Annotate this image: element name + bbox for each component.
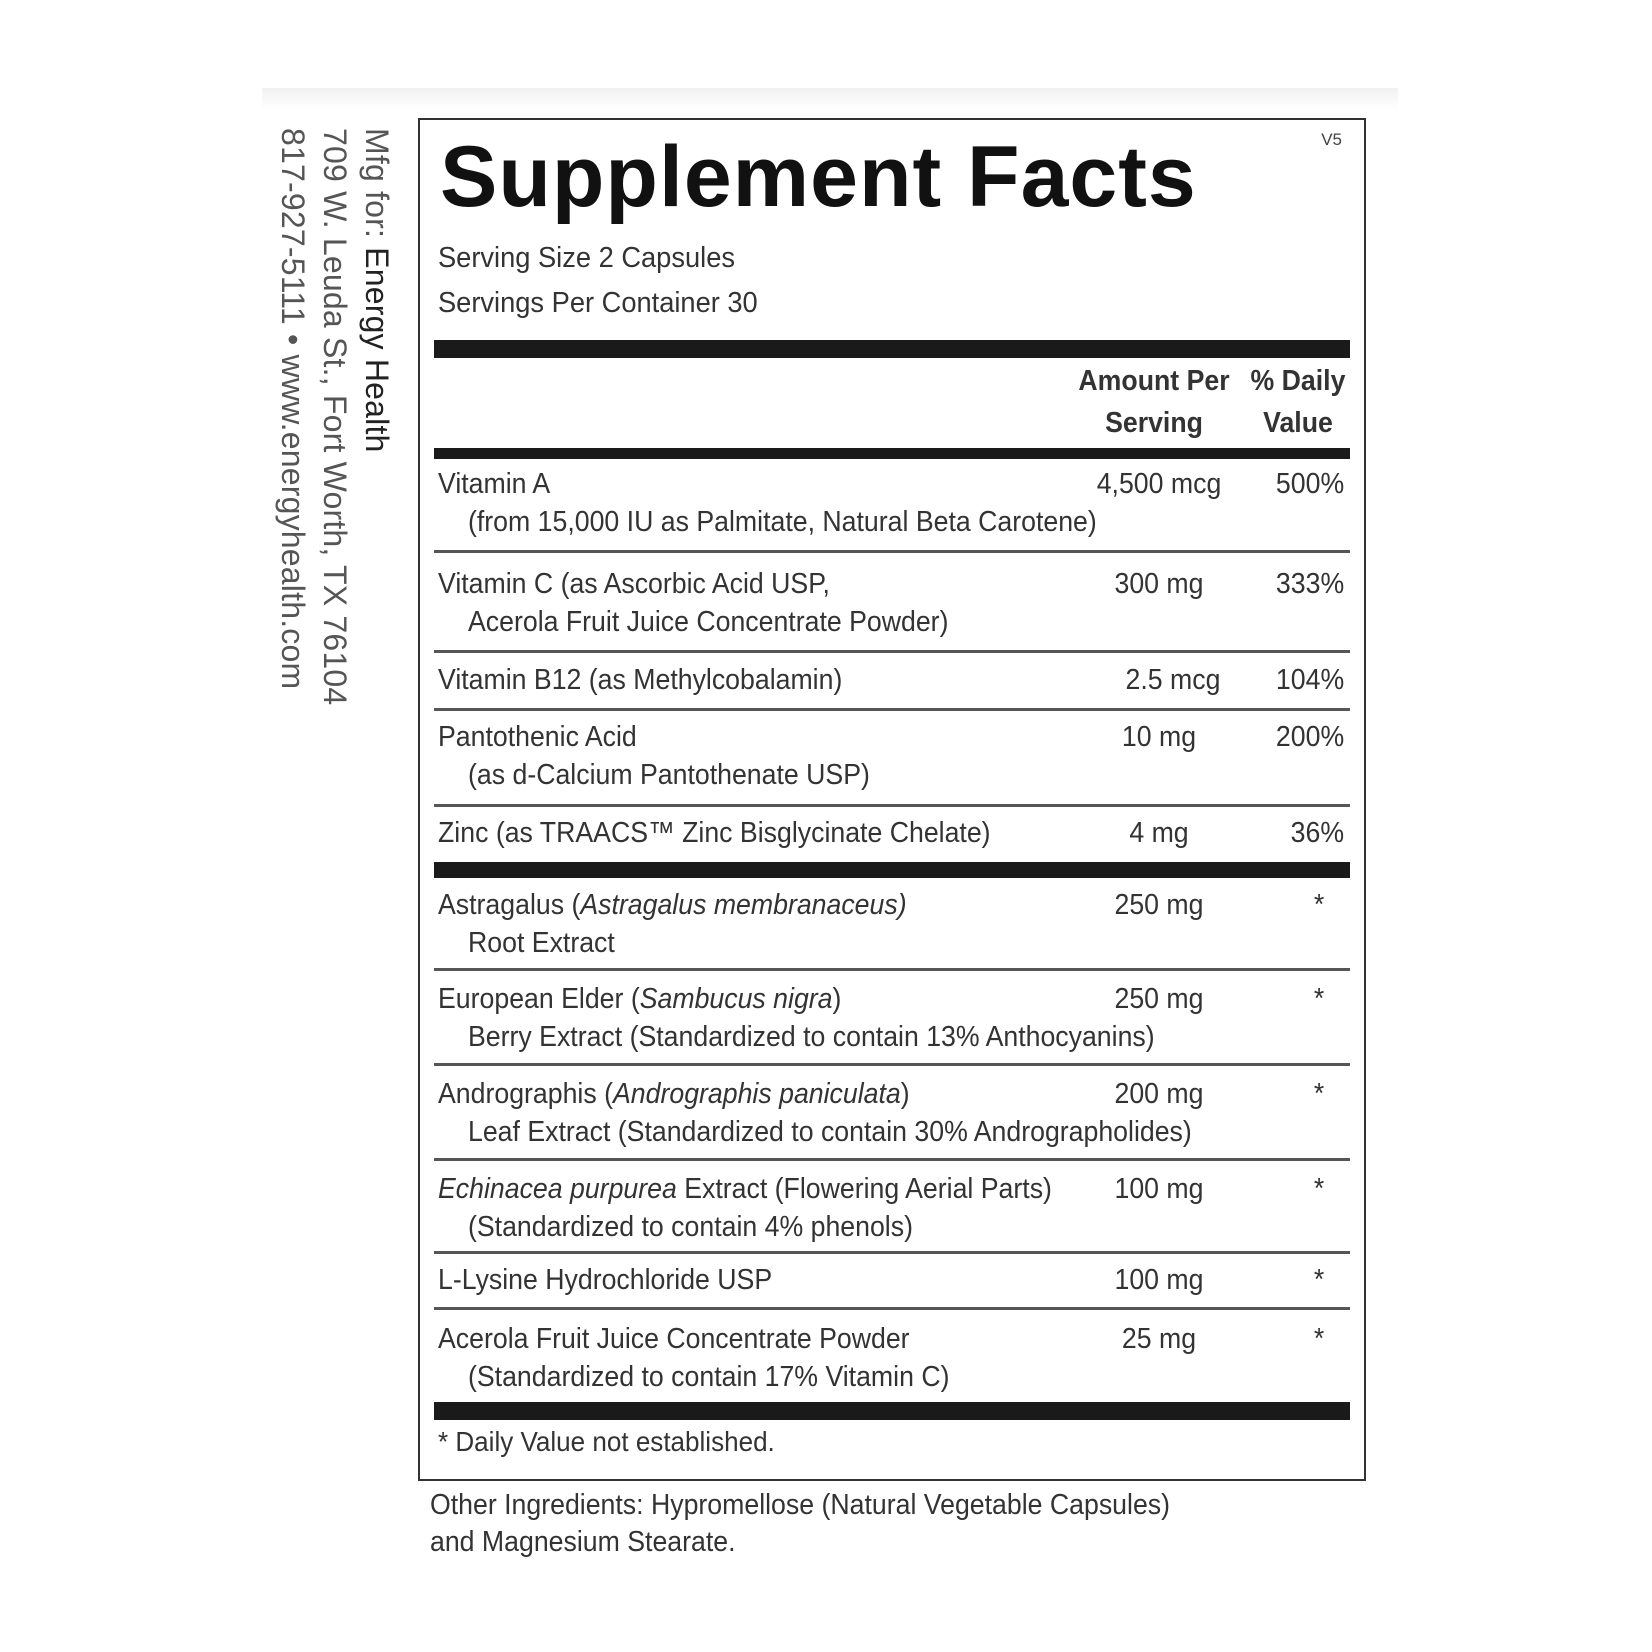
nutrient-name: Vitamin A bbox=[438, 468, 551, 500]
nutrient-daily-value: 500% bbox=[1275, 468, 1344, 500]
row-divider bbox=[434, 1307, 1350, 1310]
row-divider bbox=[434, 650, 1350, 653]
nutrient-name: Zinc (as TRAACS™ Zinc Bisglycinate Chelate) bbox=[438, 817, 991, 849]
nutrient-source: (as d-Calcium Pantothenate USP) bbox=[468, 759, 870, 791]
nutrient-daily-value: 104% bbox=[1275, 664, 1344, 696]
ingredient-daily-value: * bbox=[1313, 889, 1324, 921]
scientific-name: Echinacea purpurea bbox=[438, 1173, 677, 1205]
ingredient-detail: (Standardized to contain 17% Vitamin C) bbox=[468, 1361, 950, 1393]
other-ingredients-line2: and Magnesium Stearate. bbox=[430, 1526, 736, 1558]
ingredient-amount: 200 mg bbox=[1114, 1078, 1204, 1110]
ingredient-detail: Root Extract bbox=[468, 927, 615, 959]
ingredient-name: L-Lysine Hydrochloride USP bbox=[438, 1264, 773, 1296]
other-ingredients-line1: Other Ingredients: Hypromellose (Natural Vegetable Capsules) bbox=[430, 1489, 1171, 1521]
top-shadow bbox=[262, 88, 1398, 110]
mfg-label: Mfg for: bbox=[359, 128, 395, 248]
nutrient-amount: 4 mg bbox=[1129, 817, 1189, 849]
ingredient-name bbox=[438, 886, 907, 924]
medium-divider bbox=[434, 448, 1350, 459]
ingredient-amount: 100 mg bbox=[1114, 1173, 1204, 1205]
thick-divider bbox=[434, 340, 1350, 358]
row-divider bbox=[434, 550, 1350, 553]
manufacturer-info bbox=[272, 128, 398, 705]
ingredient-daily-value: * bbox=[1313, 1173, 1324, 1205]
nutrient-daily-value: 36% bbox=[1290, 817, 1344, 849]
manufacturer-line bbox=[356, 128, 398, 705]
scientific-name: Andrographis paniculata bbox=[613, 1078, 901, 1110]
address: 709 W. Leuda St., Fort Worth, TX 76104 bbox=[317, 128, 353, 706]
nutrient-daily-value: 200% bbox=[1275, 721, 1344, 753]
row-divider bbox=[434, 1063, 1350, 1066]
nutrient-amount: 300 mg bbox=[1114, 568, 1204, 600]
ingredient-detail: Berry Extract (Standardized to contain 13% Anthocyanins) bbox=[468, 1021, 1155, 1053]
company-name: Energy Health bbox=[359, 247, 395, 453]
ingredient-amount: 100 mg bbox=[1114, 1264, 1204, 1296]
scientific-name: Sambucus nigra bbox=[639, 983, 833, 1015]
ingredient-amount: 250 mg bbox=[1114, 889, 1204, 921]
panel-title: Supplement Facts bbox=[440, 129, 1197, 225]
name-tail: ) bbox=[900, 1078, 910, 1110]
row-divider bbox=[434, 708, 1350, 711]
phone-website: 817-927-5111 • www.energyhealth.com bbox=[275, 128, 311, 690]
servings-per-container: Servings Per Container 30 bbox=[438, 287, 758, 319]
version-code: V5 bbox=[1321, 130, 1342, 149]
row-divider bbox=[434, 804, 1350, 807]
row-divider bbox=[434, 1251, 1350, 1254]
common-name: European Elder ( bbox=[438, 983, 640, 1015]
ingredient-daily-value: * bbox=[1313, 983, 1324, 1015]
scientific-name: Astragalus membranaceus) bbox=[580, 889, 907, 921]
amount-header-line1: Amount Per bbox=[1078, 365, 1230, 397]
nutrient-name: Pantothenic Acid bbox=[438, 721, 637, 753]
common-name: Andrographis ( bbox=[438, 1078, 614, 1110]
nutrient-source: (from 15,000 IU as Palmitate, Natural Beta Carotene) bbox=[468, 506, 1097, 538]
ingredient-name bbox=[438, 1170, 1052, 1208]
nutrient-name: Vitamin B12 (as Methylcobalamin) bbox=[438, 664, 843, 696]
name-tail: Extract (Flowering Aerial Parts) bbox=[676, 1173, 1052, 1205]
thick-divider bbox=[434, 1402, 1350, 1420]
amount-header-line2: Serving bbox=[1105, 407, 1203, 439]
name-tail: ) bbox=[832, 983, 842, 1015]
ingredient-amount: 25 mg bbox=[1121, 1323, 1197, 1355]
nutrient-daily-value: 333% bbox=[1275, 568, 1344, 600]
ingredient-detail: Leaf Extract (Standardized to contain 30% Andrographolides) bbox=[468, 1116, 1192, 1148]
ingredient-detail: (Standardized to contain 4% phenols) bbox=[468, 1211, 913, 1243]
dv-header-line2: Value bbox=[1263, 407, 1333, 439]
daily-value-footnote: * Daily Value not established. bbox=[438, 1426, 775, 1457]
ingredient-amount: 250 mg bbox=[1114, 983, 1204, 1015]
row-divider bbox=[434, 1158, 1350, 1161]
ingredient-name bbox=[438, 980, 841, 1018]
nutrient-amount: 2.5 mcg bbox=[1125, 664, 1221, 696]
ingredient-name: Acerola Fruit Juice Concentrate Powder bbox=[438, 1323, 910, 1355]
serving-size: Serving Size 2 Capsules bbox=[438, 242, 735, 274]
ingredient-daily-value: * bbox=[1313, 1264, 1324, 1296]
common-name: Astragalus ( bbox=[438, 889, 581, 921]
ingredient-name bbox=[438, 1075, 910, 1113]
nutrient-amount: 10 mg bbox=[1121, 721, 1197, 753]
daily-value-header bbox=[1246, 360, 1349, 444]
other-ingredients bbox=[430, 1487, 1170, 1561]
ingredient-daily-value: * bbox=[1313, 1078, 1324, 1110]
dv-header-line1: % Daily bbox=[1250, 365, 1346, 397]
nutrient-amount: 4,500 mcg bbox=[1096, 468, 1222, 500]
row-divider bbox=[434, 968, 1350, 971]
nutrient-name: Vitamin C (as Ascorbic Acid USP, bbox=[438, 568, 830, 600]
amount-header bbox=[1073, 360, 1235, 444]
thick-divider bbox=[434, 862, 1350, 878]
supplement-facts-panel bbox=[418, 118, 1366, 1481]
nutrient-source: Acerola Fruit Juice Concentrate Powder) bbox=[468, 606, 949, 638]
ingredient-daily-value: * bbox=[1313, 1323, 1324, 1355]
